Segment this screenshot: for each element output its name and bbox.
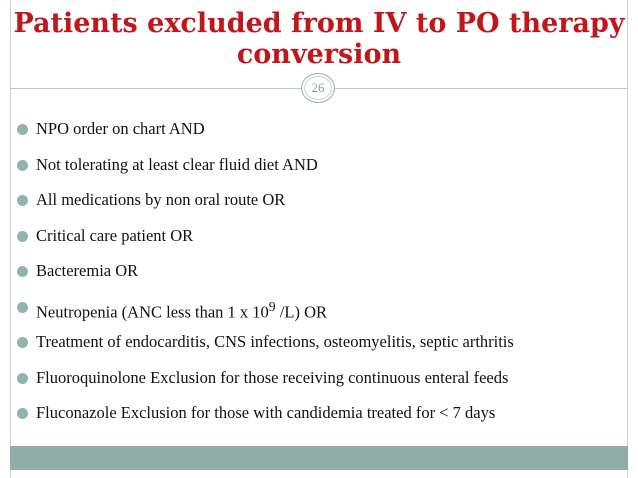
bullet-text: Fluconazole Exclusion for those with candidemia treated for < 7 days [36,403,496,422]
bullet-item [16,361,628,397]
bullet-item [16,112,628,148]
page-number-badge: 26 [301,73,335,103]
bullet-text: Fluoroquinolone Exclusion for those receiving continuous enteral feeds [36,367,509,387]
title-line-2: conversion [236,39,402,70]
bullet-text: Not tolerating at least clear fluid diet AND [36,154,318,174]
bullet-dot-icon [17,266,28,277]
bullet-dot-icon [17,302,28,313]
bullet-dot-icon [17,337,28,348]
bullet-text-pre: Neutropenia (ANC less than 1 x 10 [36,302,269,321]
bullet-text: Treatment of endocarditis, CNS infections, osteomyelitis, septic arthritis [36,332,514,351]
footer-bar [10,446,628,470]
bullet-dot-icon [17,195,28,206]
bullet-dot-icon [17,160,28,171]
bullet-text-post: /L) OR [275,302,328,321]
bullet-dot-icon [17,408,28,419]
bullet-dot-icon [17,373,28,384]
exponent: 9 [268,298,276,314]
slide-title [10,8,628,70]
bullet-text: Bacteremia OR [36,261,139,280]
bullet-item [16,325,628,361]
bullet-dot-icon [17,124,28,135]
bullet-item [16,219,628,255]
bullet-item [16,290,628,326]
bullet-text: NPO order on chart AND [36,119,205,138]
bullet-list [16,112,628,432]
bullet-item [16,396,628,432]
bullet-text: All medications by non oral route OR [36,190,286,209]
bullet-item [16,254,628,290]
bullet-dot-icon [17,231,28,242]
bullet-text: Critical care patient OR [36,225,194,245]
title-line-1: Patients excluded from IV to PO therapy [13,8,625,39]
bullet-item [16,148,628,184]
bullet-item [16,183,628,219]
